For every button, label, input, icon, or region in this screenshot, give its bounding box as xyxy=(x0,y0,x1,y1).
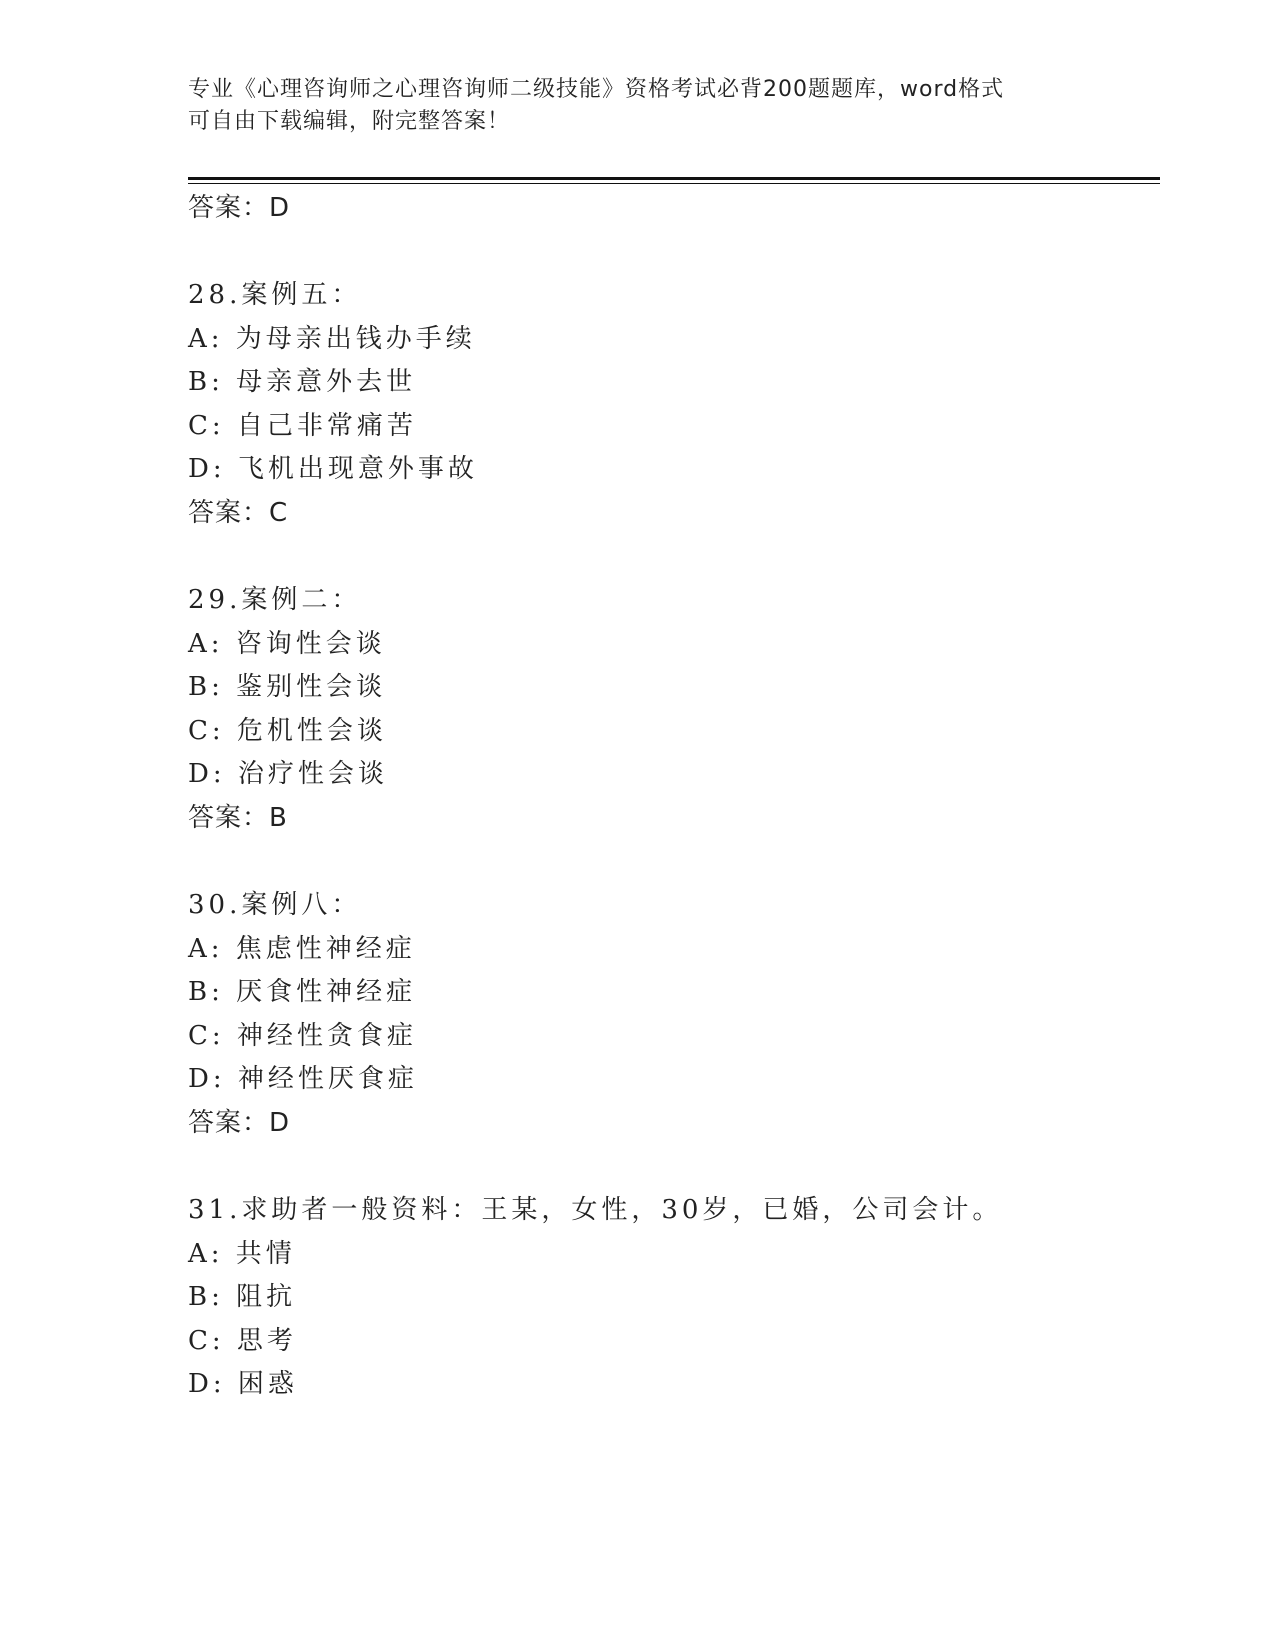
question-stem: 28.案例五： xyxy=(188,280,362,310)
option-b: B: 鉴别性会谈 xyxy=(188,672,387,702)
header-line-1: 专业《心理咨询师之心理咨询师二级技能》资格考试必背200题题库，word格式 xyxy=(188,77,1005,102)
header-divider-thin xyxy=(188,183,1160,184)
header-divider-thick xyxy=(188,177,1160,180)
option-a: A: 共情 xyxy=(188,1239,296,1269)
option-c: C: 危机性会谈 xyxy=(188,716,387,746)
answer-line: 答案：C xyxy=(188,498,289,528)
option-c: C: 神经性贪食症 xyxy=(188,1021,417,1051)
question-stem: 29.案例二： xyxy=(188,585,362,615)
option-c: C: 自己非常痛苦 xyxy=(188,411,417,441)
option-c: C: 思考 xyxy=(188,1326,297,1356)
option-a: A: 咨询性会谈 xyxy=(188,629,386,659)
option-a: A: 焦虑性神经症 xyxy=(188,934,416,964)
previous-answer: 答案：D xyxy=(188,193,291,223)
option-d: D: 治疗性会谈 xyxy=(188,759,388,789)
option-b: B: 厌食性神经症 xyxy=(188,977,417,1007)
option-b: B: 母亲意外去世 xyxy=(188,367,417,397)
header-line-2: 可自由下载编辑，附完整答案！ xyxy=(188,109,511,134)
option-d: D: 神经性厌食症 xyxy=(188,1064,418,1094)
document-header xyxy=(188,74,1088,138)
option-a: A: 为母亲出钱办手续 xyxy=(188,324,476,354)
answer-line: 答案：B xyxy=(188,803,288,833)
question-stem: 31.求助者一般资料：王某，女性，30岁，已婚，公司会计。 xyxy=(188,1195,1003,1225)
option-d: D: 飞机出现意外事故 xyxy=(188,454,478,484)
option-b: B: 阻抗 xyxy=(188,1282,297,1312)
answer-line: 答案：D xyxy=(188,1108,291,1138)
question-stem: 30.案例八： xyxy=(188,890,362,920)
option-d: D: 困惑 xyxy=(188,1369,298,1399)
